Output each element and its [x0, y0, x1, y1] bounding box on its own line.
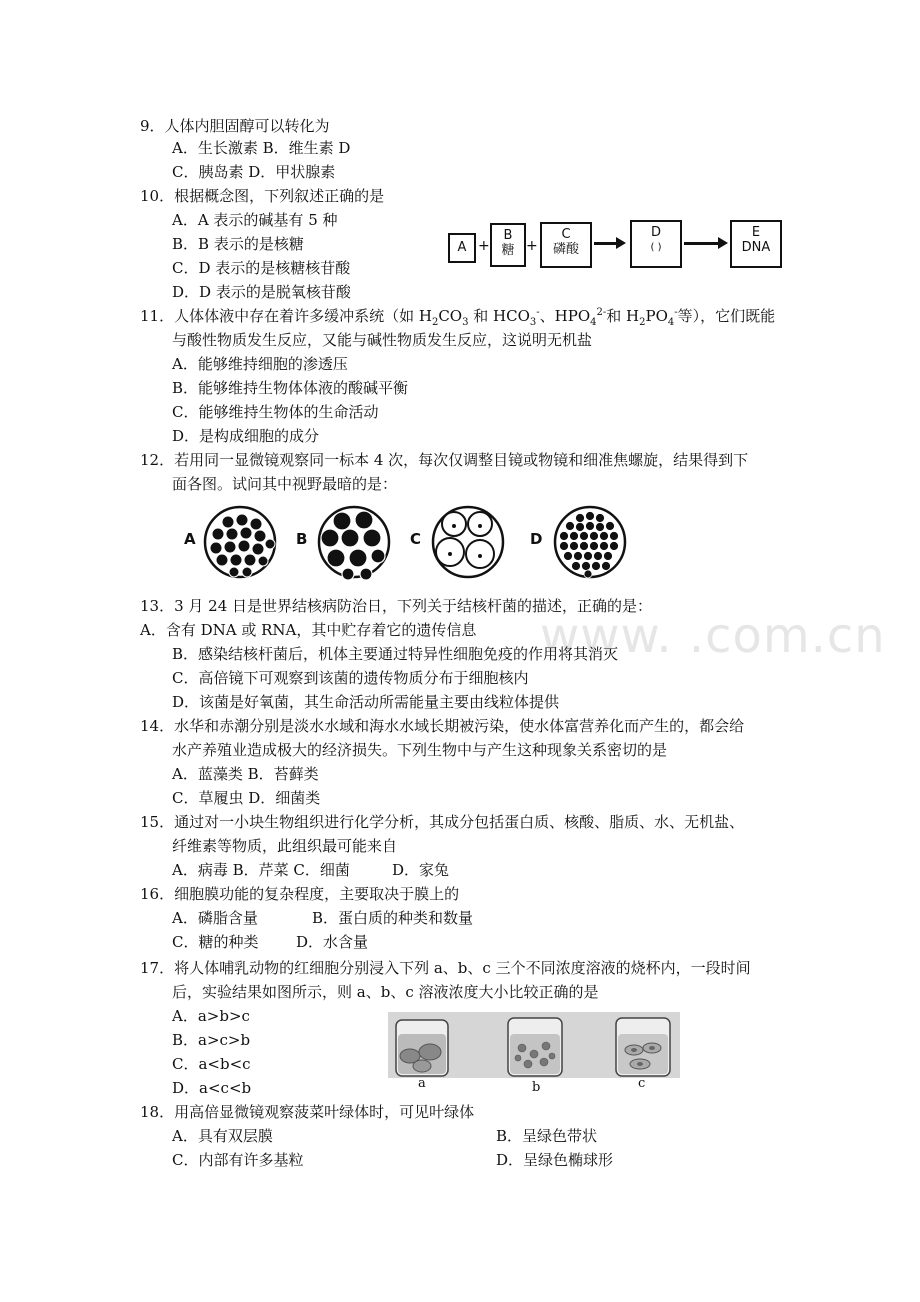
box-b-sublabel: 糖 [501, 243, 515, 258]
diagram-box-b [490, 223, 526, 267]
q11-sub: 2 [639, 317, 646, 328]
beaker-b [508, 1018, 562, 1076]
q11-stem [140, 306, 775, 326]
q11-stem-part: CO [438, 307, 463, 325]
field-d [555, 507, 625, 578]
q11-sub: 4 [667, 317, 675, 328]
q9-stem: 9．人体内胆固醇可以转化为 [140, 117, 330, 135]
q11-stem-2: 与酸性物质发生反应，又能与碱性物质发生反应，这说明无机盐 [172, 331, 593, 349]
q12-stem: 12．若用同一显微镜观察同一标本 4 次，每次仅调整目镜或物镜和细准焦螺旋，结果得到下 [140, 451, 749, 469]
diagram-plus-2: + [526, 238, 538, 254]
beaker-label-b: b [532, 1080, 541, 1095]
q13-stem: 13．3 月 24 日是世界结核病防治日，下列关于结核杆菌的描述，正确的是： [140, 597, 653, 615]
q16-option-c: C．糖的种类 [172, 933, 259, 951]
q17-option-c: C．a<b<c [172, 1055, 251, 1073]
q12-stem-2: 面各图。试问其中视野最暗的是： [172, 475, 398, 493]
box-d-label: D [650, 225, 661, 240]
q10-option-c: C．D 表示的是核糖核苷酸 [172, 259, 351, 277]
diagram-box-e [730, 220, 782, 268]
diagram-plus-1: + [478, 238, 490, 254]
box-a-label: A [457, 240, 467, 255]
q18-option-a: A．具有双层膜 [172, 1127, 273, 1145]
q15-options-2: D．家兔 [392, 861, 450, 879]
q11-stem-part: PO [645, 307, 668, 325]
q14-options-1: A．蓝藻类 B．苔藓类 [172, 765, 319, 783]
beaker-label-c: c [638, 1076, 646, 1091]
q14-stem-2: 水产养殖业造成极大的经济损失。下列生物中与产生这种现象关系密切的是 [172, 741, 668, 759]
q13-option-b: B．感染结核杆菌后，机体主要通过特异性细胞免疫的作用将其消灭 [172, 645, 619, 663]
q10-stem: 10．根据概念图，下列叙述正确的是 [140, 187, 385, 205]
q18-option-b: B．呈绿色带状 [496, 1127, 598, 1145]
q11-sub: 2 [431, 317, 439, 328]
diagram-box-d [630, 220, 682, 268]
q17-option-b: B．a>c>b [172, 1031, 251, 1049]
q11-stem-part: 和 H [606, 307, 640, 325]
q17-option-a: A．a>b>c [172, 1007, 250, 1025]
beaker-c [616, 1018, 670, 1076]
q18-stem: 18．用高倍显微镜观察菠菜叶绿体时，可见叶绿体 [140, 1103, 475, 1121]
q11-stem-part: 11．人体体液中存在着许多缓冲系统（如 H [140, 307, 432, 325]
microscope-fields-svg [200, 504, 630, 584]
q18-option-c: C．内部有许多基粒 [172, 1151, 304, 1169]
q9-options-1: A．生长激素 B．维生素 D [172, 139, 351, 157]
q16-option-b: B．蛋白质的种类和数量 [312, 909, 474, 927]
q13-option-c: C．高倍镜下可观察到该菌的遗传物质分布于细胞核内 [172, 669, 529, 687]
box-e-label: E [751, 225, 761, 240]
q14-options-2: C．草履虫 D．细菌类 [172, 789, 321, 807]
box-c-label: C [561, 227, 571, 242]
q17-stem: 17．将人体哺乳动物的红细胞分别浸入下列 a、b、c 三个不同浓度溶液的烧杯内，一段时间 [140, 959, 751, 977]
diagram-arrow-2 [684, 242, 720, 245]
q17-stem-2: 后，实验结果如图所示，则 a、b、c 溶液浓度大小比较正确的是 [172, 983, 599, 1001]
q10-option-b: B．B 表示的是核糖 [172, 235, 304, 253]
q11-sup: - [674, 307, 678, 318]
field-c [433, 507, 503, 577]
q9-options-2: C．胰岛素 D．甲状腺素 [172, 163, 336, 181]
beaker-a [396, 1020, 448, 1076]
q15-options-1: A．病毒 B．芹菜 C．细菌 [172, 861, 350, 879]
q14-stem: 14．水华和赤潮分别是淡水水域和海水水域长期被污染，使水体富营养化而产生的，都会给 [140, 717, 745, 735]
q11-stem-part: 、HPO [539, 307, 591, 325]
q15-stem: 15．通过对一小块生物组织进行化学分析，其成分包括蛋白质、核酸、脂质、水、无机盐、 [140, 813, 745, 831]
q13-option-d: D．该菌是好氧菌，其生命活动所需能量主要由线粒体提供 [172, 693, 560, 711]
field-b [319, 507, 389, 580]
q10-option-a: A．A 表示的碱基有 5 种 [172, 211, 338, 229]
field-a [205, 507, 275, 577]
q11-option-c: C．能够维持生物体的生命活动 [172, 403, 379, 421]
q11-sub: 3 [462, 317, 469, 328]
diagram-box-a [448, 233, 476, 263]
field-label-c: C [410, 530, 422, 548]
q11-stem-part: 和 HCO [468, 307, 530, 325]
q16-option-d: D．水含量 [296, 933, 369, 951]
q16-option-a: A．磷脂含量 [172, 909, 258, 927]
q10-option-d: D．D 表示的是脱氧核苷酸 [172, 283, 351, 301]
box-d-blank: ( ) [650, 242, 662, 253]
q11-sup: - [536, 307, 540, 318]
q11-sub: 3 [529, 317, 537, 328]
q17-option-d: D．a<c<b [172, 1079, 252, 1097]
q11-sup: 2- [596, 307, 607, 318]
q16-stem: 16．细胞膜功能的复杂程度，主要取决于膜上的 [140, 885, 460, 903]
q11-option-a: A．能够维持细胞的渗透压 [172, 355, 348, 373]
q11-option-d: D．是构成细胞的成分 [172, 427, 320, 445]
q13-option-a: A．含有 DNA 或 RNA，其中贮存着它的遗传信息 [140, 621, 477, 639]
q11-sub: 4 [590, 317, 597, 328]
q11-option-b: B．能够维持生物体体液的酸碱平衡 [172, 379, 409, 397]
watermark: www. .com.cn [540, 608, 886, 664]
box-b-label: B [503, 228, 513, 243]
field-label-b: B [296, 530, 308, 548]
q15-stem-2: 纤维素等物质，此组织最可能来自 [172, 837, 398, 855]
field-label-d: D [530, 530, 543, 548]
box-c-sublabel: 磷酸 [552, 242, 579, 257]
diagram-box-c [540, 222, 592, 268]
field-label-a: A [184, 530, 196, 548]
diagram-arrow-1 [594, 242, 618, 245]
q18-option-d: D．呈绿色椭球形 [496, 1151, 614, 1169]
q11-stem-part: 等），它们既能 [677, 307, 776, 325]
beaker-label-a: a [418, 1076, 426, 1091]
box-e-sublabel: DNA [741, 240, 771, 255]
